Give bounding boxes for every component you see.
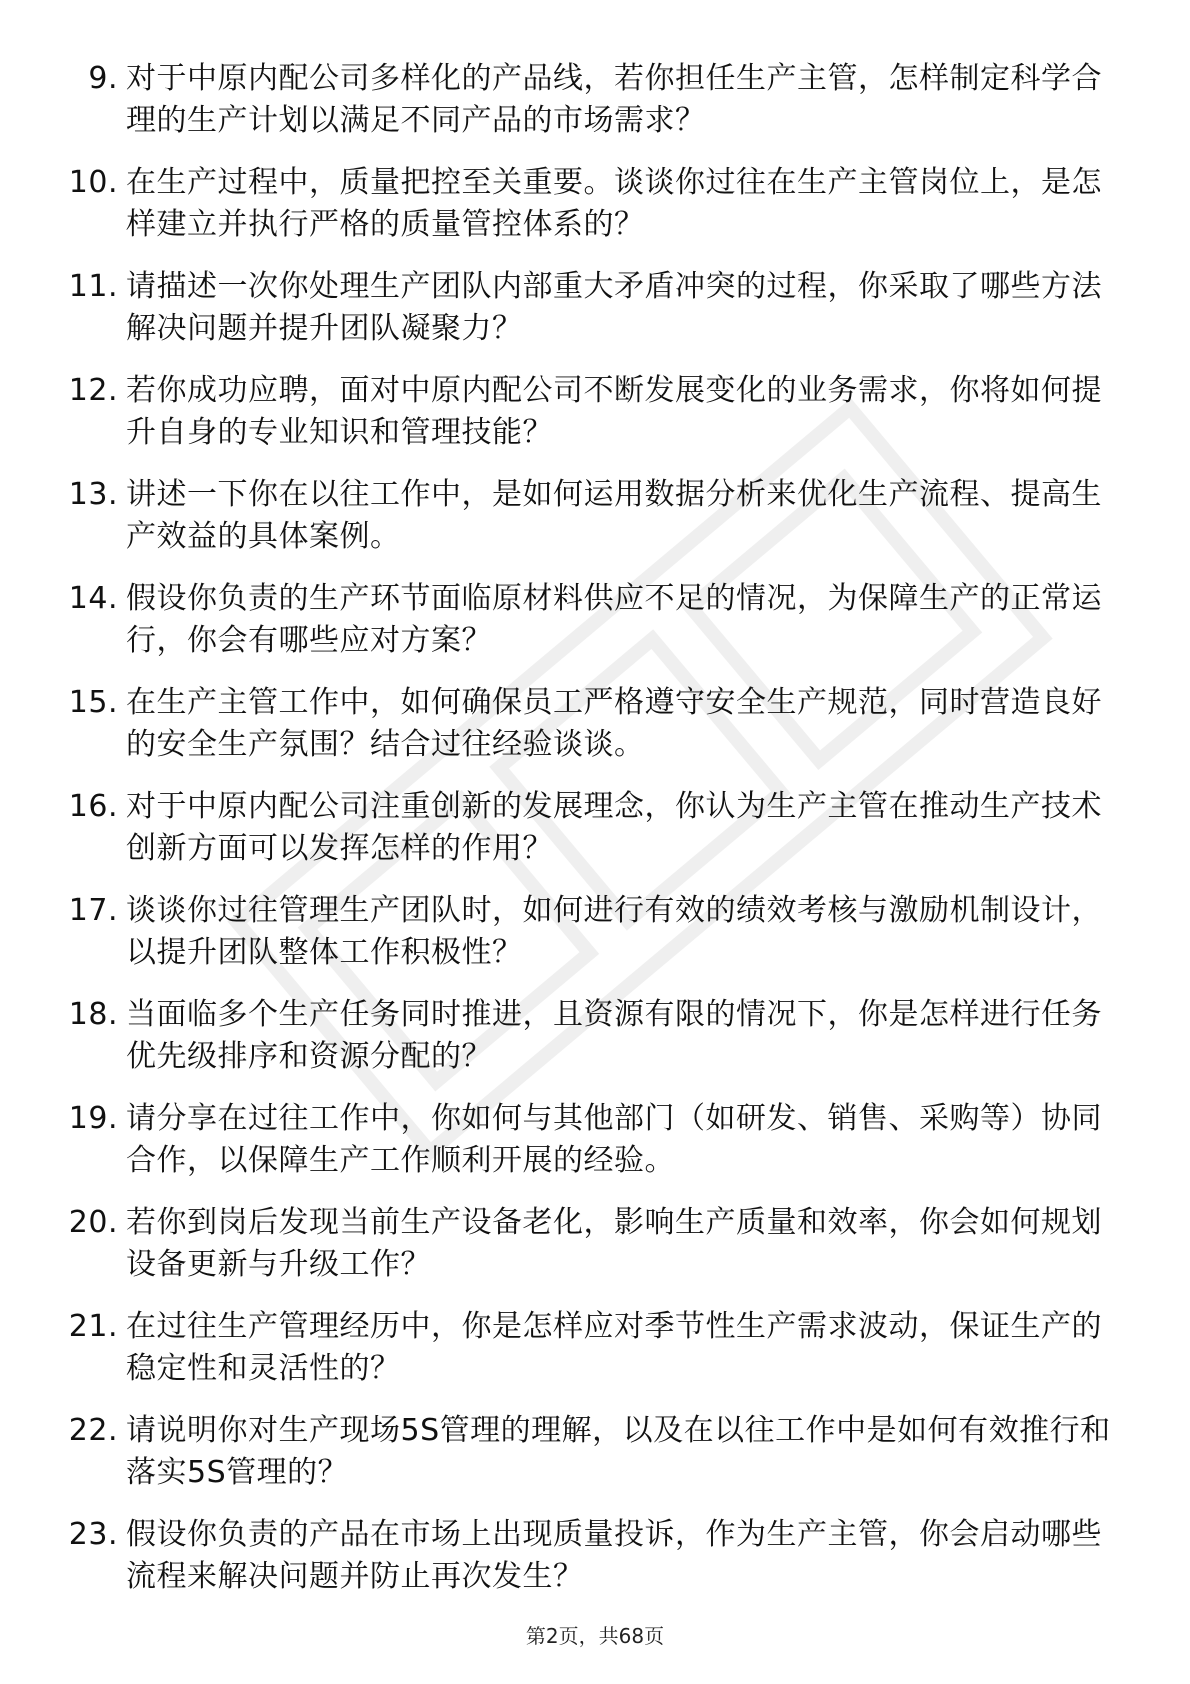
question-item: [50, 578, 1120, 662]
question-number: 14.: [68, 581, 118, 616]
question-item: [50, 890, 1120, 974]
question-number: 21.: [68, 1309, 118, 1344]
question-number: 9.: [88, 61, 118, 96]
question-number: 23.: [68, 1517, 118, 1552]
question-text: 谈谈你过往管理生产团队时，如何进行有效的绩效考核与激励机制设计，以提升团队整体工作积极性？: [126, 893, 1102, 970]
question-item: [50, 786, 1120, 870]
question-number: 10.: [68, 165, 118, 200]
question-text: 请描述一次你处理生产团队内部重大矛盾冲突的过程，你采取了哪些方法解决问题并提升团队凝聚力？: [126, 269, 1102, 346]
question-item: [50, 266, 1120, 350]
question-number: 20.: [68, 1205, 118, 1240]
question-text: 在过往生产管理经历中，你是怎样应对季节性生产需求波动，保证生产的稳定性和灵活性的？: [126, 1309, 1102, 1386]
question-item: [50, 1202, 1120, 1286]
question-number: 16.: [68, 789, 118, 824]
question-number: 11.: [68, 269, 118, 304]
question-text: 当面临多个生产任务同时推进，且资源有限的情况下，你是怎样进行任务优先级排序和资源分配的？: [126, 997, 1102, 1074]
question-item: [50, 1098, 1120, 1182]
question-item: [50, 994, 1120, 1078]
page-number-label: 第2页，共68页: [525, 1624, 665, 1648]
question-item: [50, 1306, 1120, 1390]
question-number: 17.: [68, 893, 118, 928]
question-number: 22.: [68, 1413, 118, 1448]
question-item: [50, 370, 1120, 454]
question-number: 18.: [68, 997, 118, 1032]
question-item: [50, 58, 1120, 142]
question-item: [50, 474, 1120, 558]
question-text: 假设你负责的产品在市场上出现质量投诉，作为生产主管，你会启动哪些流程来解决问题并防止再次发生？: [126, 1517, 1102, 1594]
question-text: 请说明你对生产现场5S管理的理解，以及在以往工作中是如何有效推行和落实5S管理的？: [126, 1413, 1111, 1490]
question-item: [50, 1514, 1120, 1598]
question-number: 15.: [68, 685, 118, 720]
question-text: 讲述一下你在以往工作中，是如何运用数据分析来优化生产流程、提高生产效益的具体案例。: [126, 477, 1102, 554]
question-text: 若你到岗后发现当前生产设备老化，影响生产质量和效率，你会如何规划设备更新与升级工作？: [126, 1205, 1102, 1282]
question-number: 13.: [68, 477, 118, 512]
question-text: 对于中原内配公司多样化的产品线，若你担任生产主管，怎样制定科学合理的生产计划以满足不同产品的市场需求？: [126, 61, 1102, 138]
question-text: 在生产过程中，质量把控至关重要。谈谈你过往在生产主管岗位上，是怎样建立并执行严格的质量管控体系的？: [126, 165, 1102, 242]
question-text: 对于中原内配公司注重创新的发展理念，你认为生产主管在推动生产技术创新方面可以发挥怎样的作用？: [126, 789, 1102, 866]
question-text: 若你成功应聘，面对中原内配公司不断发展变化的业务需求，你将如何提升自身的专业知识和管理技能？: [126, 373, 1102, 450]
question-item: [50, 1410, 1120, 1494]
question-text: 假设你负责的生产环节面临原材料供应不足的情况，为保障生产的正常运行，你会有哪些应对方案？: [126, 581, 1102, 658]
question-text: 请分享在过往工作中，你如何与其他部门（如研发、销售、采购等）协同合作，以保障生产工作顺利开展的经验。: [126, 1101, 1102, 1178]
question-text: 在生产主管工作中，如何确保员工严格遵守安全生产规范，同时营造良好的安全生产氛围？结合过往经验谈谈。: [126, 685, 1102, 762]
question-list: [50, 58, 1120, 1618]
question-item: [50, 162, 1120, 246]
question-item: [50, 682, 1120, 766]
page-footer: [0, 1620, 1190, 1649]
question-number: 12.: [68, 373, 118, 408]
question-number: 19.: [68, 1101, 118, 1136]
